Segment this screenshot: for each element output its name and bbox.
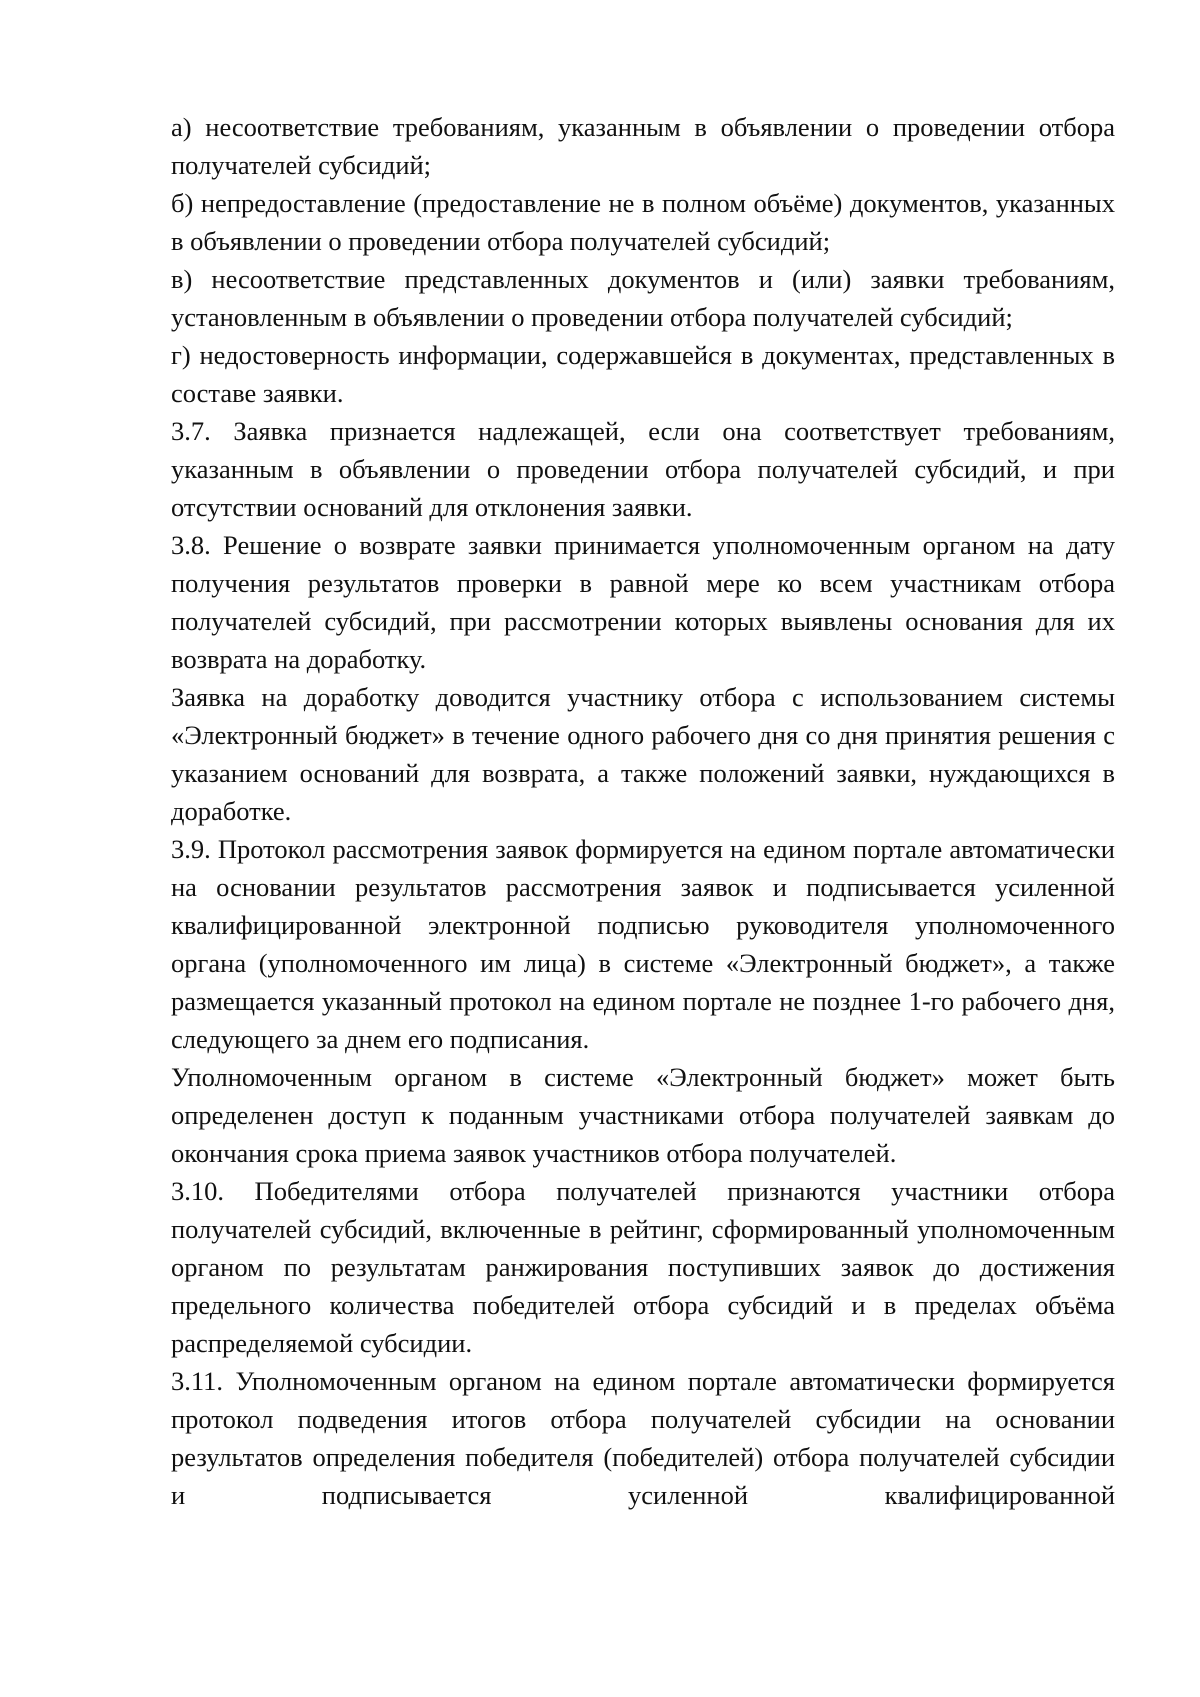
paragraph-3-10: 3.10. Победителями отбора получателей признаются участники отбора получателей субсидий, включенные в рейтинг, сформированный уполномоченным органом по результатам ранжирования поступивших заявок до достижения предельного количества победителей отбора субсидий и в пределах объёма распределяемой субсидии. — [171, 1176, 1115, 1358]
paragraph-3-11: 3.11. Уполномоченным органом на едином портале автоматически формируется протокол подведения итогов отбора получателей субсидии на основании результатов определения победителя (победителей) отбора получателей субсидии и подписывается усиленной квалифицированной — [171, 1366, 1115, 1510]
paragraph-3-8-continued: Заявка на доработку доводится участнику отбора с использованием системы «Электронный бюджет» в течение одного рабочего дня со дня принятия решения с указанием оснований для возврата, а также положений заявки, нуждающихся в доработке. — [171, 682, 1115, 826]
paragraph-3-9-continued: Уполномоченным органом в системе «Электронный бюджет» может быть определенен доступ к поданным участниками отбора получателей заявкам до окончания срока приема заявок участников отбора получателей. — [171, 1062, 1115, 1168]
paragraph-item-v: в) несоответствие представленных документов и (или) заявки требованиям, установленным в объявлении о проведении отбора получателей субсидий; — [171, 264, 1115, 332]
document-page — [171, 108, 1115, 1514]
paragraph-item-b: б) непредоставление (предоставление не в полном объёме) документов, указанных в объявлении о проведении отбора получателей субсидий; — [171, 188, 1115, 256]
paragraph-3-7: 3.7. Заявка признается надлежащей, если она соответствует требованиям, указанным в объявлении о проведении отбора получателей субсидий, и при отсутствии оснований для отклонения заявки. — [171, 416, 1115, 522]
paragraph-item-g: г) недостоверность информации, содержавшейся в документах, представленных в составе заявки. — [171, 340, 1115, 408]
paragraph-3-9: 3.9. Протокол рассмотрения заявок формируется на едином портале автоматически на основании результатов рассмотрения заявок и подписывается усиленной квалифицированной электронной подписью руководителя уполномоченного органа (уполномоченного им лица) в системе «Электронный бюджет», а также размещается указанный протокол на едином портале не позднее 1-го рабочего дня, следующего за днем его подписания. — [171, 834, 1115, 1054]
paragraph-3-8: 3.8. Решение о возврате заявки принимается уполномоченным органом на дату получения результатов проверки в равной мере ко всем участникам отбора получателей субсидий, при рассмотрении которых выявлены основания для их возврата на доработку. — [171, 530, 1115, 674]
paragraph-item-a: а) несоответствие требованиям, указанным в объявлении о проведении отбора получателей субсидий; — [171, 112, 1115, 180]
